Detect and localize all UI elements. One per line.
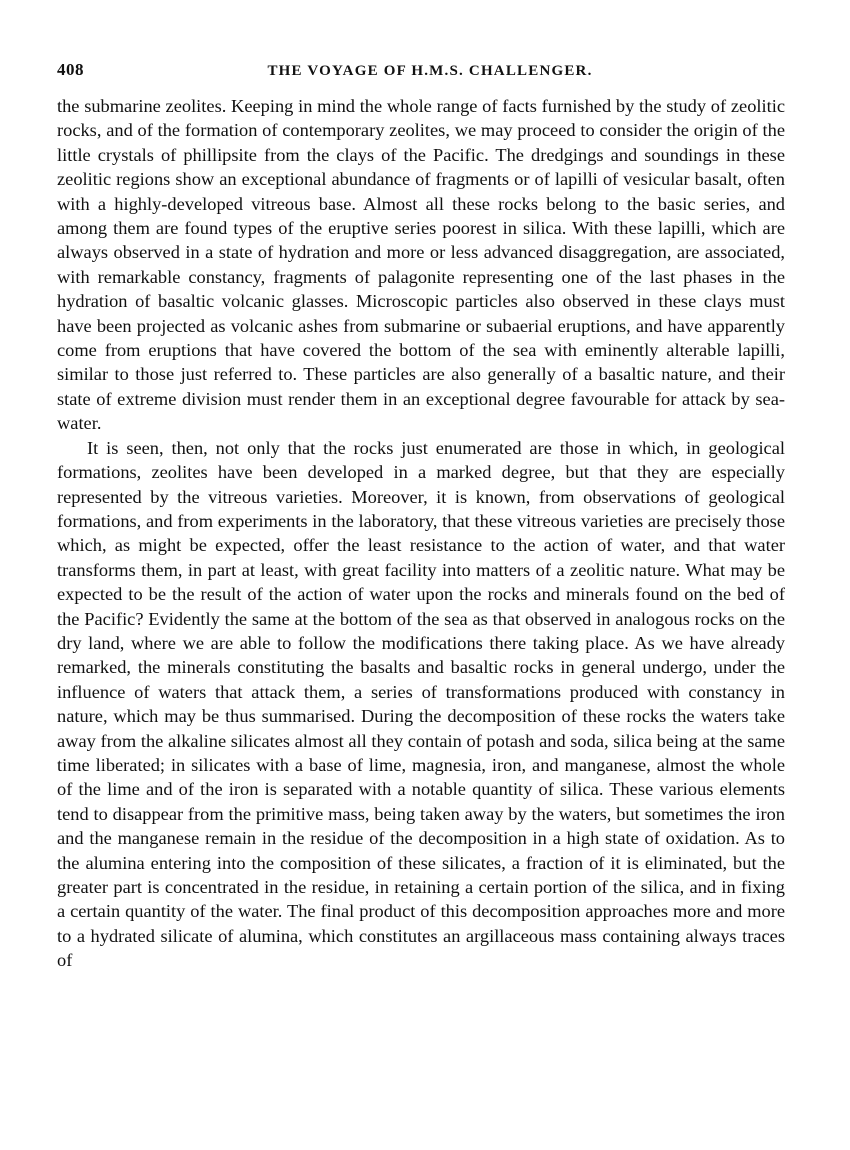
body-text [57,94,785,973]
paragraph: It is seen, then, not only that the rocks just enumerated are those in which, in geological formations, zeolites have been developed in a marked degree, but that they are especially represented by the vitreous varieties. Moreover, it is known, from observations of geological formations, and from experiments in the laboratory, that these vitreous varieties are precisely those which, as might be expected, offer the least resistance to the action of water, and that water transforms them, in part at least, with great facility into matters of a zeolitic nature. What may be expected to be the result of the action of water upon the rocks and minerals found on the bed of the Pacific? Evidently the same at the bottom of the sea as that observed in analogous rocks on the dry land, where we are able to follow the modifications there taking place. As we have already remarked, the minerals constituting the basalts and basaltic rocks in general undergo, under the influence of waters that attack them, a series of transformations produced with constancy in nature, which may be thus summarised. During the decomposition of these rocks the waters take away from the alkaline silicates almost all they contain of potash and soda, silica being at the same time liberated; in silicates with a base of lime, magnesia, iron, and manganese, almost the whole of the lime and of the iron is separated with a notable quantity of silica. These various elements tend to disappear from the primitive mass, being taken away by the waters, but sometimes the iron and the manganese remain in the residue of the decomposition in a high state of oxidation. As to the alumina entering into the composition of these silicates, a fraction of it is eliminated, but the greater part is concentrated in the residue, in retaining a certain portion of the silica, and in fixing a certain quantity of the water. The final product of this decomposition approaches more and more to a hydrated silicate of alumina, which constitutes an argillaceous mass containing always traces of [57,437,785,971]
running-head: THE VOYAGE OF H.M.S. CHALLENGER. [267,63,593,79]
page-number: 408 [57,60,84,79]
paragraph-continuation: the submarine zeolites. Keeping in mind the whole range of facts furnished by the study of zeolitic rocks, and of the formation of contemporary zeolites, we may proceed to consider the origin of the little crystals of phillipsite from the clays of the Pacific. The dredgings and soundings in these zeolitic regions show an exceptional abundance of fragments or of lapilli of vesicular basalt, often with a highly-developed vitreous base. Almost all these rocks belong to the basic series, and among them are found types of the eruptive series poorest in silica. With these lapilli, which are always observed in a state of hydration and more or less advanced disaggregation, are associated, with remarkable constancy, fragments of palagonite representing one of the last phases in the hydration of basaltic volcanic glasses. Microscopic particles also observed in these clays must have been projected as volcanic ashes from submarine or subaerial eruptions, and have apparently come from eruptions that have covered the bottom of the sea with eminently alterable lapilli, similar to those just referred to. These particles are also generally of a basaltic nature, and their state of extreme division must render them in an exceptional degree favourable for attack by sea-water. [57,96,785,434]
